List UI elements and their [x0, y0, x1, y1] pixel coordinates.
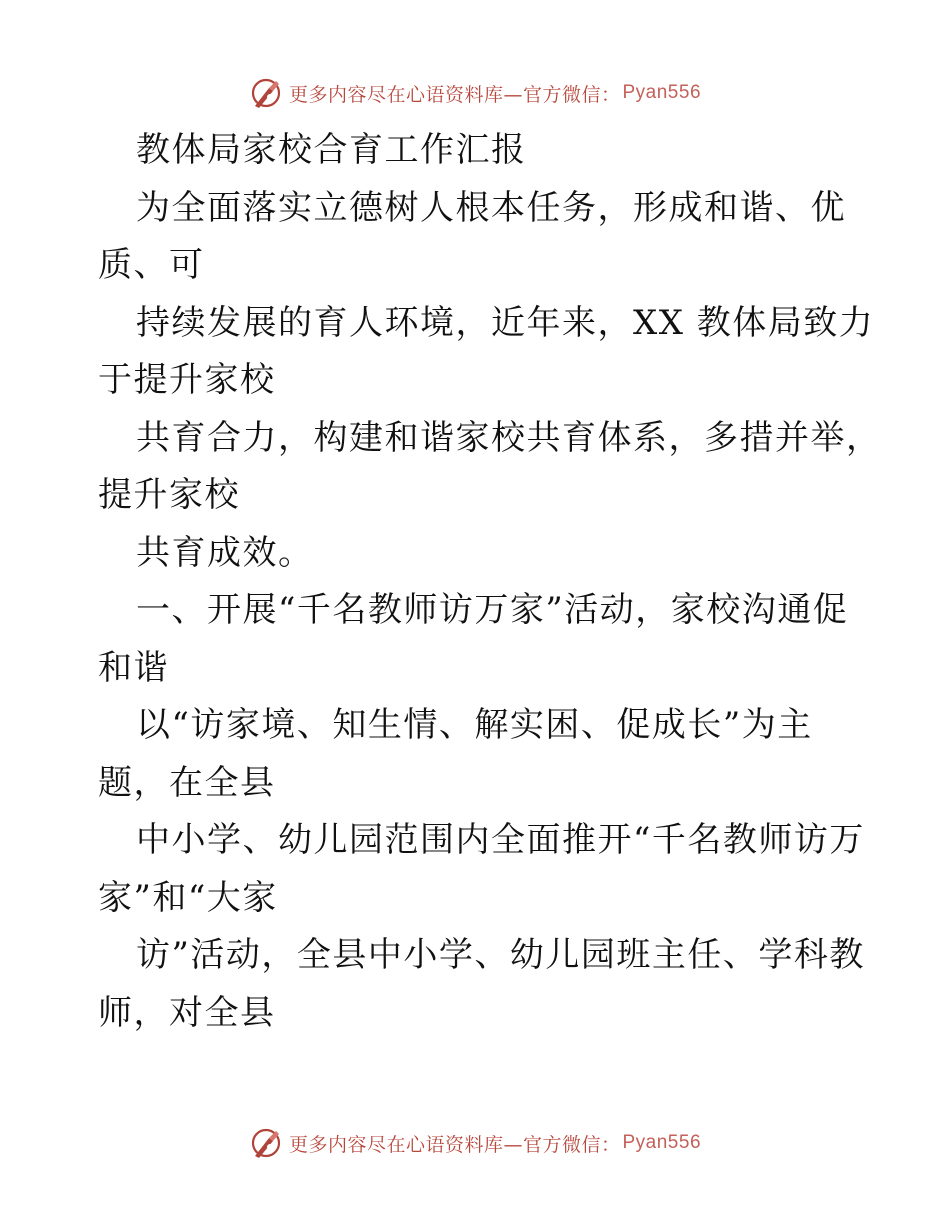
watermark-wechat-id: Pyan556: [622, 1132, 702, 1153]
text-line: 于提升家校: [98, 360, 276, 400]
text-line: 持续发展的育人环境，近年来，XX 教体局致力: [136, 302, 875, 343]
footer-watermark: [0, 1126, 950, 1160]
pen-logo-icon: [249, 1126, 283, 1160]
text-line: 和谐: [98, 647, 169, 688]
document-body: [98, 122, 888, 1042]
text-line: 题，在全县: [98, 762, 276, 803]
section-heading: 一、开展“千名教师访万家”活动，家校沟通促: [136, 590, 849, 630]
text-line: 以“访家境、知生情、解实困、促成长”为主: [136, 705, 813, 745]
text-line: 中小学、幼儿园范围内全面推开“千名教师访万: [136, 820, 865, 860]
text-line: 师，对全县: [98, 992, 276, 1033]
text-line: 为全面落实立德树人根本任务，形成和谐、优: [136, 187, 846, 228]
text-line: 共育成效。: [136, 532, 314, 573]
pen-logo-icon: [249, 76, 283, 110]
text-line: 提升家校: [98, 475, 240, 515]
watermark-text: 更多内容尽在心语资料库—官方微信：: [288, 1133, 621, 1156]
text-line: 访”活动，全县中小学、幼儿园班主任、学科教: [136, 935, 865, 975]
watermark-text: 更多内容尽在心语资料库—官方微信：: [288, 83, 621, 106]
text-line: 共育合力，构建和谐家校共育体系，多措并举，: [136, 417, 882, 458]
watermark-wechat-id: Pyan556: [622, 82, 702, 103]
header-watermark: [0, 76, 950, 110]
text-line: 家”和“大家: [98, 877, 278, 918]
document-title: 教体局家校合育工作汇报: [136, 130, 527, 170]
text-line: 质、可: [98, 245, 205, 285]
